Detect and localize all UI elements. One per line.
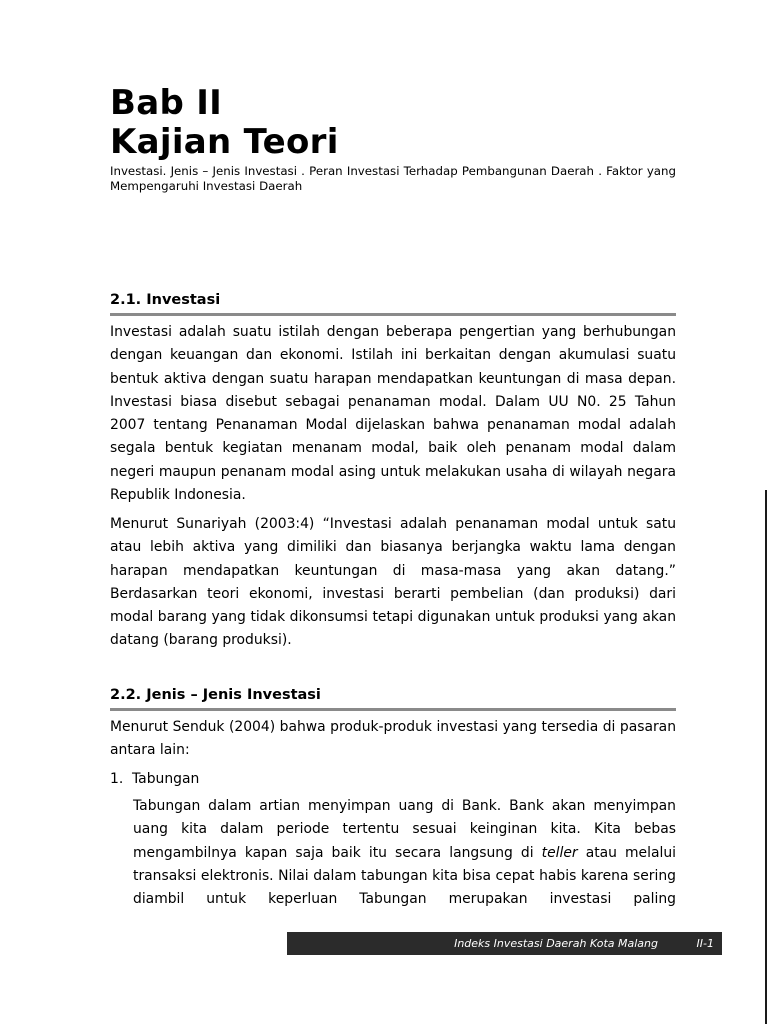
page-edge-line: [765, 490, 767, 1024]
section-heading-jenis-investasi: 2.2. Jenis – Jenis Investasi: [110, 686, 676, 711]
chapter-subtitle: Investasi. Jenis – Jenis Investasi . Peran Investasi Terhadap Pembangunan Daerah . Faktor yang Mempengaruhi Investasi Daerah: [110, 164, 676, 193]
paragraph-sunariyah: Menurut Sunariyah (2003:4) “Investasi adalah penanaman modal untuk satu atau lebih aktiva yang dimiliki dan biasanya berjangka waktu lama dengan harapan mendapatkan keuntungan di masa-masa yang akan datang.” Berdasarkan teori ekonomi, investasi berarti pembelian (dan produksi) dari modal barang yang tidak dikonsumsi tetapi digunakan untuk produksi yang akan datang (barang produksi).: [110, 516, 676, 649]
list-item-title: Tabungan: [132, 771, 200, 787]
section-heading-investasi: 2.1. Investasi: [110, 291, 676, 316]
footer-title: Indeks Investasi Daerah Kota Malang: [454, 937, 658, 950]
paragraph-tabungan: [133, 795, 676, 911]
list-item-tabungan: [110, 768, 199, 791]
chapter-title: [110, 84, 339, 162]
tabungan-text-before: Tabungan dalam artian menyimpan uang di Bank. Bank akan menyimpan uang kita dalam periode tertentu sesuai keinginan kita. Kita bebas mengambilnya kapan saja baik itu secara langsung di: [133, 798, 676, 861]
tabungan-text-after: atau melalui transaksi elektronis. Nilai dalam tabungan kita bisa cepat habis karena sering diambil untuk keperluan Tabungan merupakan investasi paling: [133, 844, 677, 908]
paragraph-senduk-intro: Menurut Senduk (2004) bahwa produk-produk investasi yang tersedia di pasaran antara lain:: [110, 719, 676, 759]
list-item-number: 1.: [110, 771, 124, 787]
page-number: II-1: [696, 937, 714, 950]
chapter-name: Kajian Teori: [110, 122, 339, 162]
chapter-number: Bab II: [110, 83, 223, 123]
footer-bar: [287, 932, 722, 955]
paragraph-definition: Investasi adalah suatu istilah dengan beberapa pengertian yang berhubungan dengan keuangan dan ekonomi. Istilah ini berkaitan dengan akumulasi suatu bentuk aktiva dengan suatu harapan mendapatkan keuntungan di masa depan. Investasi biasa disebut sebagai penanaman modal. Dalam UU N0. 25 Tahun 2007 tentang Penanaman Modal dijelaskan bahwa penanaman modal adalah segala bentuk kegiatan menanam modal, baik oleh penanam modal dalam negeri maupun penanam modal asing untuk melakukan usaha di wilayah negara Republik Indonesia.: [110, 324, 676, 504]
tabungan-text-italic: teller: [541, 844, 578, 861]
